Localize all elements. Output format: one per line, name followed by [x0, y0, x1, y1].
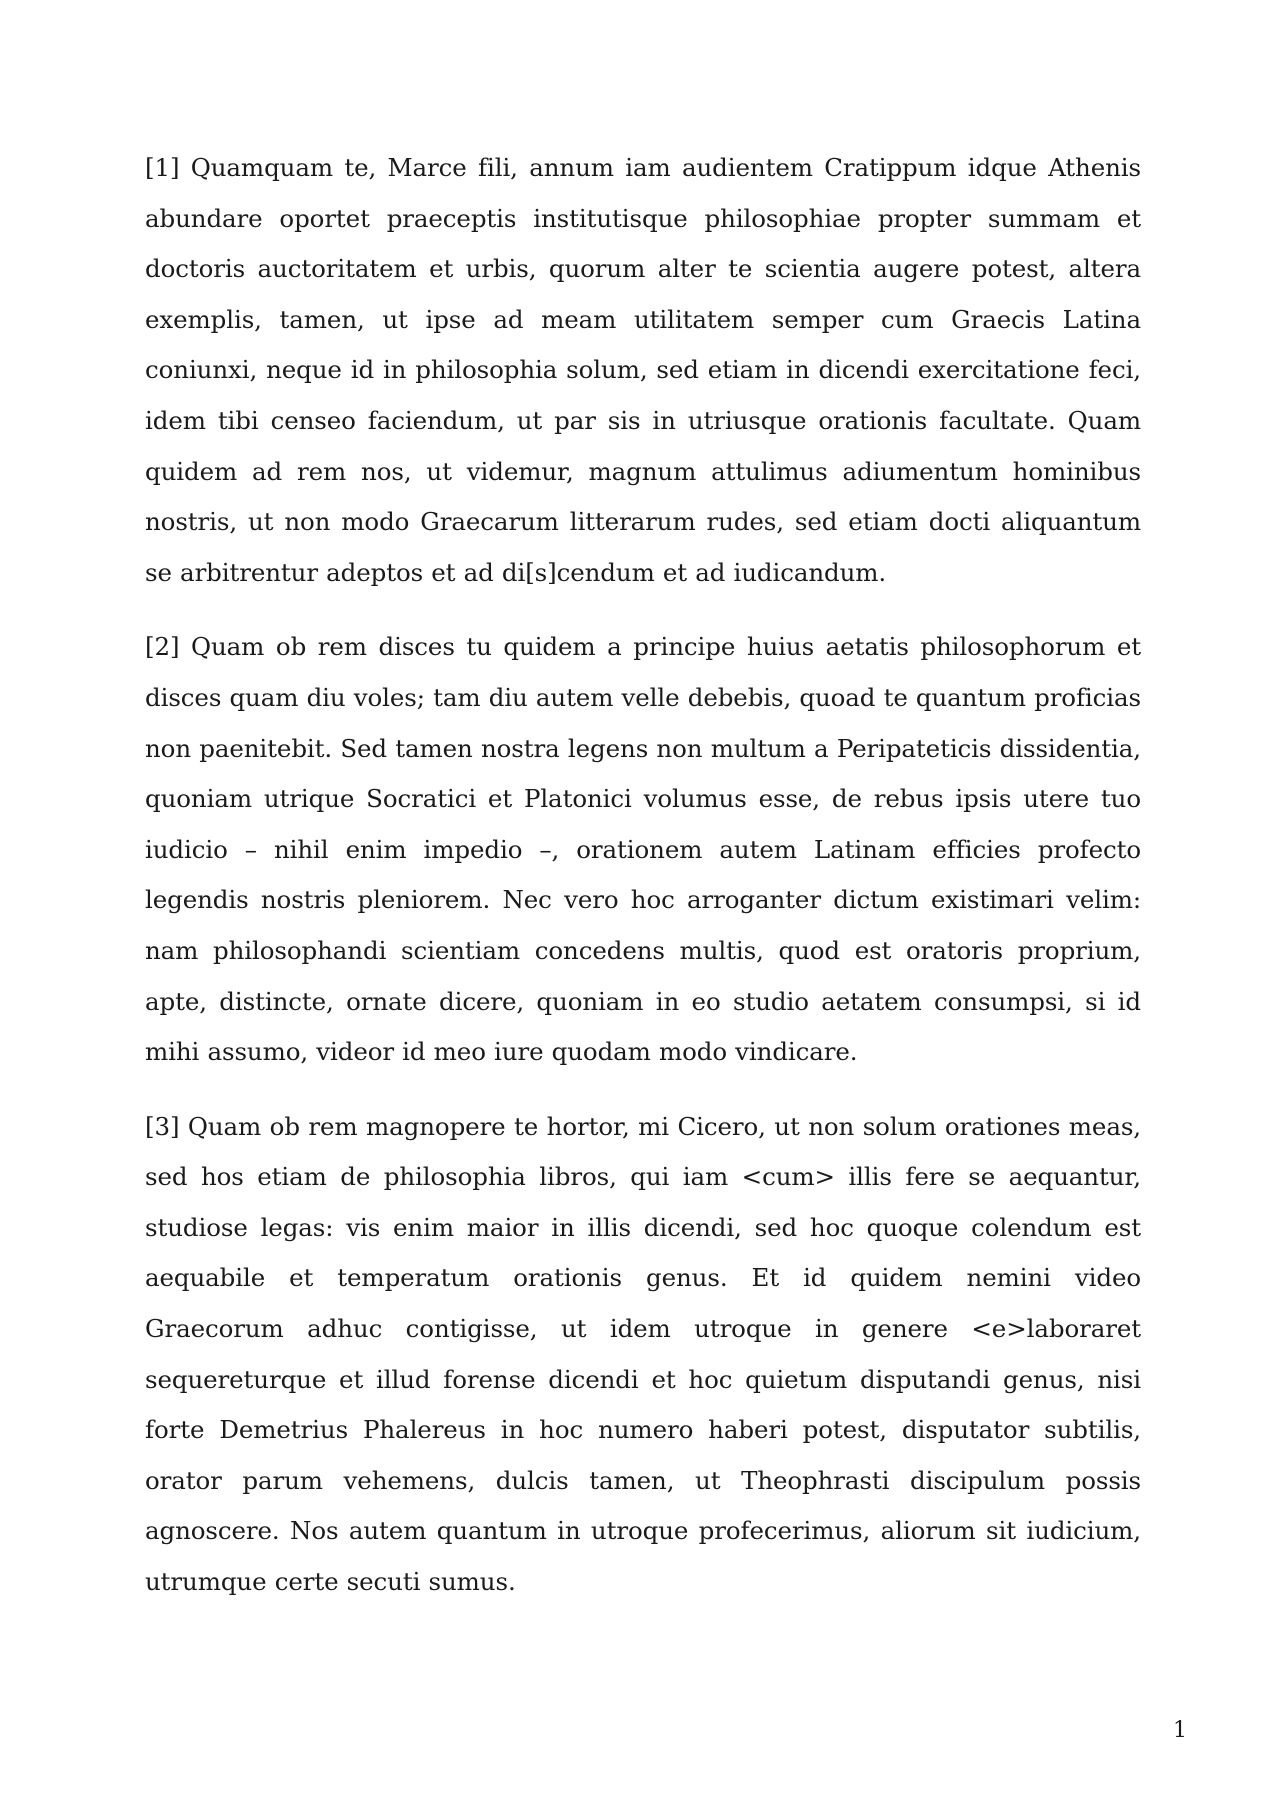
- body-text: [145, 143, 1141, 1632]
- paragraph-3: [3] Quam ob rem magnopere te hortor, mi Cicero, ut non solum orationes meas, sed hos etiam de philosophia libros, qui iam <cum> illis fere se aequantur, studiose legas: vis enim maior in illis dicendi, sed hoc quoque colendum est aequabile et temperatum orationis genus. Et id quidem nemini video Graecorum adhuc contigisse, ut idem utroque in genere <e>laboraret sequereturque et illud forense dicendi et hoc quietum disputandi genus, nisi forte Demetrius Phalereus in hoc numero haberi potest, disputator subtilis, orator parum vehemens, dulcis tamen, ut Theophrasti discipulum possis agnoscere. Nos autem quantum in utroque profecerimus, aliorum sit iudicium, utrumque certe secuti sumus.: [145, 1111, 1141, 1597]
- page-number: 1: [1173, 1718, 1187, 1743]
- paragraph-2: [2] Quam ob rem disces tu quidem a principe huius aetatis philosophorum et disces quam diu voles; tam diu autem velle debebis, quoad te quantum proficias non paenitebit. Sed tamen nostra legens non multum a Peripateticis dissidentia, quoniam utrique Socratici et Platonici volumus esse, de rebus ipsis utere tuo iudicio – nihil enim impedio –, orationem autem Latinam efficies profecto legendis nostris pleniorem. Nec vero hoc arroganter dictum existimari velim: nam philosophandi scientiam concedens multis, quod est oratoris proprium, apte, distincte, ornate dicere, quoniam in eo studio aetatem consumpsi, si id mihi assumo, videor id meo iure quodam modo vindicare.: [145, 632, 1141, 1067]
- paragraph-1: [1] Quamquam te, Marce fili, annum iam audientem Cratippum idque Athenis abundare oportet praeceptis institutisque philosophiae propter summam et doctoris auctoritatem et urbis, quorum alter te scientia augere potest, altera exemplis, tamen, ut ipse ad meam utilitatem semper cum Graecis Latina coniunxi, neque id in philosophia solum, sed etiam in dicendi exercitatione feci, idem tibi censeo faciendum, ut par sis in utriusque orationis facultate. Quam quidem ad rem nos, ut videmur, magnum attulimus adiumentum hominibus nostris, ut non modo Graecarum litterarum rudes, sed etiam docti aliquantum se arbitrentur adeptos et ad di[s]cendum et ad iudicandum.: [145, 153, 1141, 587]
